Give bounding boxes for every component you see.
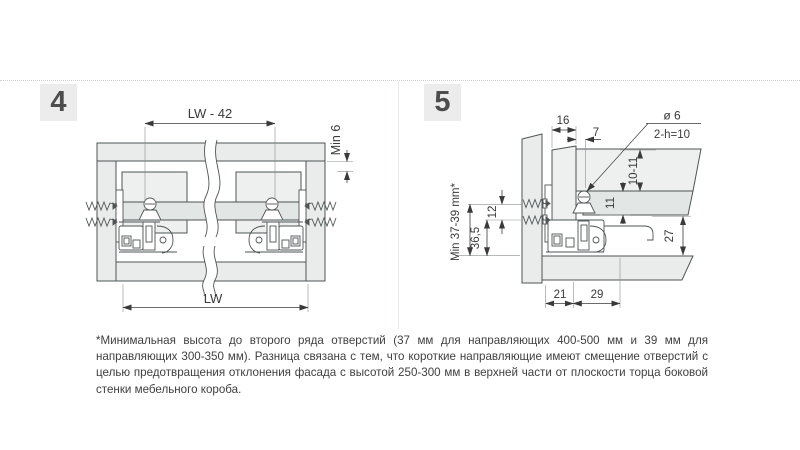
dim-27 [652,217,691,256]
dim-min-37-39 [450,182,521,260]
dim-36-5 [470,220,521,256]
dim-16 [552,115,576,148]
dim-label-lw-42: LW - 42 [187,106,233,121]
dim-label-12: 12 [487,205,499,219]
dim-label-lw: LW [203,291,223,306]
drawer-bottom-panel [583,191,693,215]
dim-label-16: 16 [556,115,570,127]
dim-label-11: 11 [605,197,617,209]
dim-label-21: 21 [553,289,567,301]
dim-label-min-37-39: Min 37-39 mm* [450,183,462,261]
dim-label-min-6: Min 6 [329,124,343,156]
step-4-badge: 4 [40,84,77,121]
dim-label-29: 29 [590,289,604,301]
dim-lw [123,284,308,312]
dim-label-7: 7 [592,127,600,139]
dim-label-hole-diameter: ø 6 [663,108,681,123]
cabinet-bottom [542,256,693,280]
drawer-front-panel [552,146,576,228]
dim-label-36-5: 36,5 [470,226,482,250]
dim-label-27: 27 [664,229,676,243]
dim-12 [487,190,502,234]
footnote-text: *Минимальная высота до второго ряда отверстий (37 мм для направляющих 400-500 мм и 39 мм для направляющих 300-350 мм). Разница связана с тем, что короткие направляющие имеют смещение отверстий с целью предотвращения отклонения фасада с высотой 250-300 мм в верхней части от плоскости торца боковой стенки мебельного короба. [96,334,708,396]
dim-label-10-11: 10-11 [628,156,640,186]
step-5-badge: 5 [424,84,461,121]
front-cross-section-drawing [86,140,336,296]
dim-label-holes-note: 2-h=10 [653,129,691,141]
dim-min-6 [327,125,353,183]
